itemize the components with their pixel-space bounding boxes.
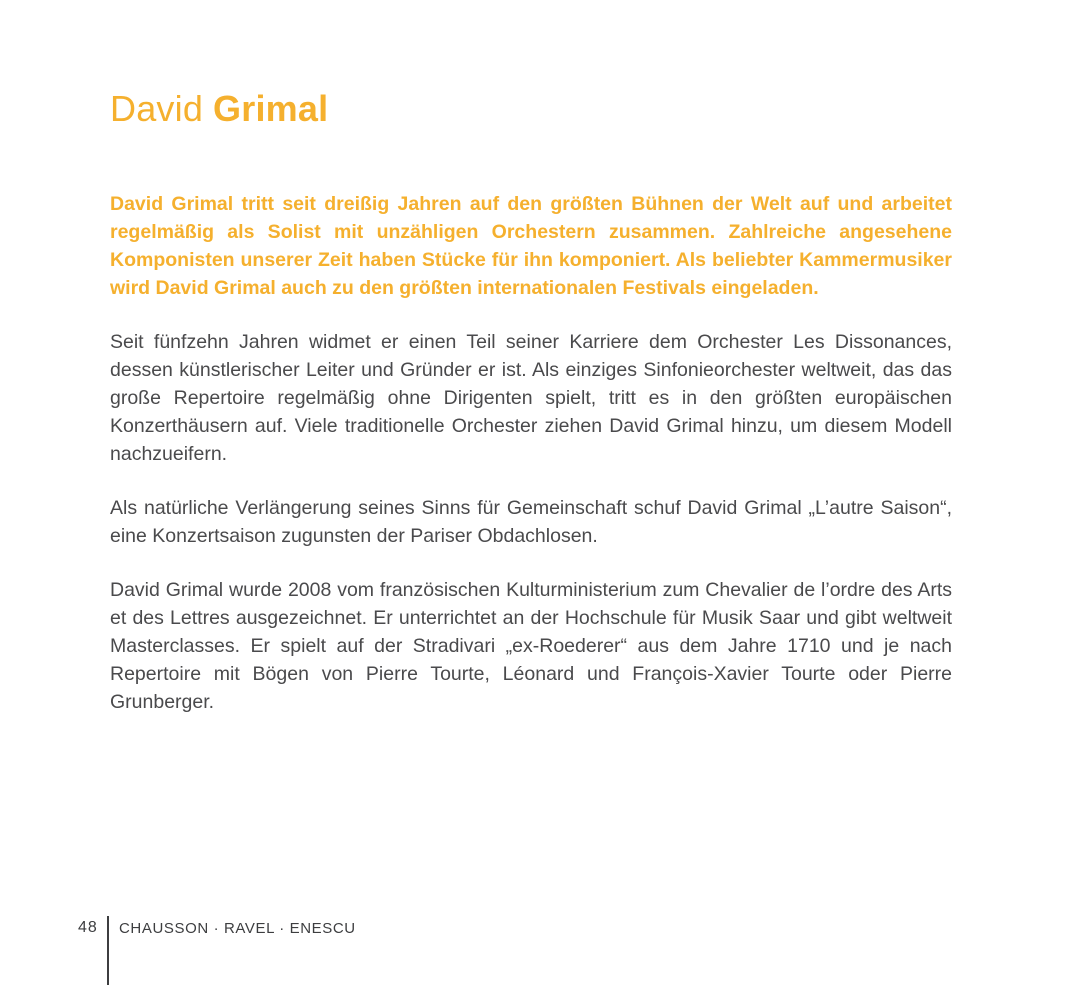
title-first-name: David	[110, 88, 204, 129]
body-paragraph-2: Als natürliche Verlängerung seines Sinns für Gemeinschaft schuf David Grimal „L’autre Saison“, eine Konzertsaison zugunsten der Pariser Obdachlosen.	[110, 497, 952, 547]
biography-text-block	[110, 190, 952, 742]
title-last-name: Grimal	[213, 88, 329, 129]
footer-program-works: CHAUSSON · RAVEL · ENESCU	[119, 920, 356, 937]
intro-paragraph: David Grimal tritt seit dreißig Jahren auf den größten Bühnen der Welt auf und arbeitet regelmäßig als Solist mit unzähligen Orchestern zusammen. Zahlreiche angesehene Komponisten unserer Zeit haben Stücke für ihn komponiert. Als beliebter Kammermusiker wird David Grimal auch zu den größten internationalen Festivals eingeladen.	[110, 193, 952, 299]
body-paragraph-3: David Grimal wurde 2008 vom französischen Kulturministerium zum Chevalier de l’ordre des Arts et des Lettres ausgezeichnet. Er unterrichtet an der Hochschule für Musik Saar und gibt weltweit Masterclasses. Er spielt auf der Stradivari „ex-Roederer“ aus dem Jahre 1710 und je nach Repertoire mit Bögen von Pierre Tourte, Léonard und François-Xavier Tourte oder Pierre Grunberger.	[110, 579, 952, 713]
body-paragraph-1: Seit fünfzehn Jahren widmet er einen Teil seiner Karriere dem Orchester Les Dissonances, dessen künstlerischer Leiter und Gründer er ist. Als einziges Sinfonieorchester weltweit, das das große Repertoire regelmäßig ohne Dirigenten spielt, tritt es in den größten europäischen Konzerthäusern auf. Viele traditionelle Orchester ziehen David Grimal hinzu, um diesem Modell nachzueifern.	[110, 331, 952, 465]
page-number: 48	[78, 919, 98, 936]
page-title	[110, 88, 328, 130]
footer-vertical-rule	[107, 916, 109, 985]
